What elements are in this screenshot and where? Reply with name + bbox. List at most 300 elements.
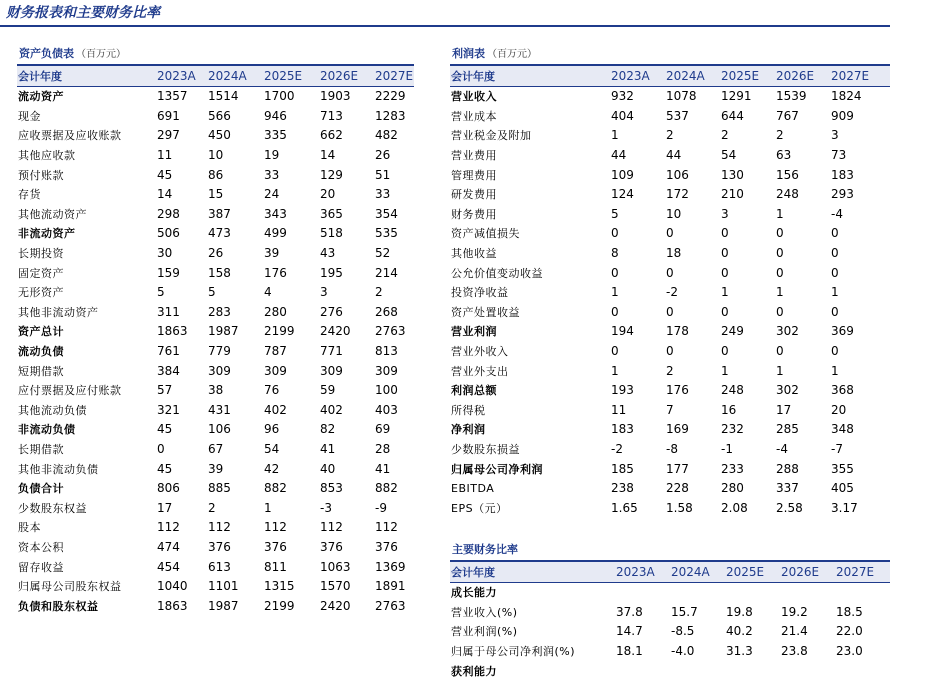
value-cell: 233: [721, 461, 744, 476]
value-cell: 280: [721, 481, 744, 496]
column-header-year: 2023A: [616, 561, 671, 583]
value-cell: 402: [264, 402, 287, 417]
table-row: [17, 596, 414, 616]
table-row: [17, 420, 414, 440]
value-cell: 297: [157, 128, 180, 143]
value-cell: 31.3: [726, 644, 753, 659]
value-cell: 1700: [264, 89, 295, 104]
value-cell: 0: [721, 304, 729, 319]
value-cell: 0: [611, 265, 619, 280]
value-cell: 787: [264, 344, 287, 359]
value-cell: -9: [375, 500, 387, 515]
table-row: [17, 459, 414, 479]
value-cell: 761: [157, 344, 180, 359]
value-cell: 779: [208, 344, 231, 359]
value-cell: 45: [157, 422, 173, 437]
table-header-row: [17, 65, 414, 87]
table-row: [17, 538, 414, 558]
value-cell: 813: [375, 344, 398, 359]
value-cell: 228: [666, 481, 689, 496]
value-cell: 2: [208, 500, 216, 515]
table-row: [17, 342, 414, 362]
value-cell: 41: [320, 441, 336, 456]
value-cell: 2.58: [776, 500, 803, 515]
income-statement-title-text: 利润表: [452, 47, 485, 60]
table-row: [450, 661, 890, 681]
table-row: [450, 283, 890, 303]
value-cell: 1987: [208, 324, 239, 339]
row-label: 利润总额: [451, 384, 497, 398]
table-row: [450, 303, 890, 323]
table-row: [450, 642, 890, 662]
value-cell: 15: [208, 187, 224, 202]
value-cell: 0: [721, 226, 729, 241]
table-row: [450, 205, 890, 225]
value-cell: 404: [611, 108, 634, 123]
table-row: [450, 244, 890, 264]
row-label: 营业成本: [451, 109, 497, 123]
row-label: EBITDA: [451, 482, 495, 496]
page-title: 财务报表和主要财务比率: [6, 5, 160, 21]
table-row: [17, 479, 414, 499]
value-cell: [671, 583, 726, 603]
value-cell: -7: [831, 441, 843, 456]
value-cell: 0: [776, 265, 784, 280]
value-cell: 214: [375, 265, 398, 280]
value-cell: 0: [831, 265, 839, 280]
value-cell: 1315: [264, 579, 295, 594]
row-label: 非流动资产: [18, 227, 76, 241]
value-cell: 309: [264, 363, 287, 378]
title-divider: [0, 25, 890, 27]
table-row: [17, 440, 414, 460]
row-label: 资产总计: [18, 325, 64, 339]
row-label: 其他流动负债: [18, 403, 87, 417]
value-cell: 1040: [157, 579, 188, 594]
table-row: [450, 322, 890, 342]
income-statement-title: [452, 47, 537, 62]
column-header-label: 会计年度: [450, 561, 616, 583]
value-cell: 52: [375, 246, 391, 261]
table-row: [17, 146, 414, 166]
value-cell: 283: [208, 304, 231, 319]
row-label: 固定资产: [18, 266, 64, 280]
value-cell: -8: [666, 441, 678, 456]
table-row: [17, 381, 414, 401]
value-cell: 96: [264, 422, 280, 437]
value-cell: 194: [611, 324, 634, 339]
value-cell: 69: [375, 422, 391, 437]
column-header-year: 2024A: [208, 65, 264, 87]
value-cell: 26: [375, 148, 391, 163]
value-cell: 193: [611, 383, 634, 398]
value-cell: 0: [666, 344, 674, 359]
value-cell: 5: [157, 285, 165, 300]
value-cell: 1: [611, 285, 619, 300]
value-cell: 20: [320, 187, 336, 202]
row-label: 所得税: [451, 403, 486, 417]
value-cell: 2: [375, 285, 383, 300]
value-cell: [671, 661, 726, 681]
row-label: 资本公积: [18, 540, 64, 554]
value-cell: 566: [208, 108, 231, 123]
value-cell: 54: [264, 441, 280, 456]
value-cell: -1: [721, 441, 733, 456]
value-cell: 0: [776, 344, 784, 359]
value-cell: 354: [375, 206, 398, 221]
value-cell: 932: [611, 89, 634, 104]
column-header-year: 2026E: [781, 561, 836, 583]
table-row: [450, 622, 890, 642]
value-cell: 1357: [157, 89, 188, 104]
row-label: 存货: [18, 188, 41, 202]
value-cell: 285: [776, 422, 799, 437]
table-row: [17, 557, 414, 577]
table-row: [450, 401, 890, 421]
row-label: 营业外支出: [451, 364, 509, 378]
value-cell: 1283: [375, 108, 406, 123]
value-cell: [781, 661, 836, 681]
table-row: [17, 165, 414, 185]
value-cell: 1369: [375, 559, 406, 574]
value-cell: 0: [776, 226, 784, 241]
value-cell: 2: [666, 363, 674, 378]
table-row: [450, 263, 890, 283]
value-cell: 0: [666, 265, 674, 280]
row-label: 净利润: [451, 423, 486, 437]
value-cell: 518: [320, 226, 343, 241]
value-cell: 0: [721, 265, 729, 280]
value-cell: [836, 661, 890, 681]
table-row: [450, 185, 890, 205]
table-row: [17, 126, 414, 146]
value-cell: 3.17: [831, 500, 858, 515]
value-cell: 5: [208, 285, 216, 300]
row-label: EPS（元）: [451, 501, 508, 515]
row-label: 股本: [18, 521, 41, 535]
column-header-year: 2024A: [671, 561, 726, 583]
value-cell: 2763: [375, 324, 406, 339]
value-cell: 8: [611, 246, 619, 261]
value-cell: 76: [264, 383, 280, 398]
value-cell: 280: [264, 304, 287, 319]
value-cell: 59: [320, 383, 336, 398]
value-cell: 37.8: [616, 604, 643, 619]
column-header-year: 2023A: [611, 65, 666, 87]
value-cell: 2229: [375, 89, 406, 104]
value-cell: 713: [320, 108, 343, 123]
row-label: 长期借款: [18, 442, 64, 456]
table-row: [450, 165, 890, 185]
column-header-year: 2025E: [726, 561, 781, 583]
value-cell: 40.2: [726, 624, 753, 639]
value-cell: 1987: [208, 598, 239, 613]
table-row: [450, 440, 890, 460]
value-cell: 298: [157, 206, 180, 221]
value-cell: 302: [776, 324, 799, 339]
row-label: 管理费用: [451, 168, 497, 182]
value-cell: 156: [776, 167, 799, 182]
value-cell: 63: [776, 148, 792, 163]
value-cell: 1: [776, 285, 784, 300]
value-cell: 45: [157, 461, 173, 476]
value-cell: 946: [264, 108, 287, 123]
value-cell: 506: [157, 226, 180, 241]
value-cell: 18.1: [616, 644, 643, 659]
value-cell: 57: [157, 383, 173, 398]
value-cell: 20: [831, 402, 847, 417]
value-cell: 33: [375, 187, 391, 202]
row-label: 流动资产: [18, 90, 64, 104]
value-cell: -2: [666, 285, 678, 300]
value-cell: [726, 583, 781, 603]
value-cell: [781, 583, 836, 603]
table-row: [450, 146, 890, 166]
value-cell: 0: [666, 226, 674, 241]
value-cell: 882: [375, 481, 398, 496]
balance-sheet-title: [19, 47, 126, 62]
table-row: [17, 244, 414, 264]
row-label: 营业收入: [451, 90, 497, 104]
value-cell: 321: [157, 402, 180, 417]
row-label: 财务费用: [451, 207, 497, 221]
value-cell: 23.0: [836, 644, 863, 659]
row-label: 研发费用: [451, 188, 497, 202]
table-row: [17, 322, 414, 342]
column-header-year: 2026E: [776, 65, 831, 87]
column-header-year: 2027E: [375, 65, 414, 87]
value-cell: 1863: [157, 324, 188, 339]
table-row: [17, 498, 414, 518]
value-cell: 1291: [721, 89, 752, 104]
value-cell: 369: [831, 324, 854, 339]
value-cell: 30: [157, 246, 173, 261]
value-cell: 39: [264, 246, 280, 261]
value-cell: 482: [375, 128, 398, 143]
value-cell: 18: [666, 246, 682, 261]
table-row: [450, 224, 890, 244]
value-cell: 1078: [666, 89, 697, 104]
value-cell: 1570: [320, 579, 351, 594]
value-cell: 450: [208, 128, 231, 143]
row-label: 营业税金及附加: [451, 129, 532, 143]
table-row: [17, 224, 414, 244]
column-header-year: 2023A: [157, 65, 208, 87]
value-cell: 106: [208, 422, 231, 437]
value-cell: 0: [721, 246, 729, 261]
value-cell: 1.58: [666, 500, 693, 515]
value-cell: 309: [320, 363, 343, 378]
value-cell: 2: [666, 128, 674, 143]
value-cell: -2: [611, 441, 623, 456]
value-cell: 39: [208, 461, 224, 476]
column-header-year: 2027E: [831, 65, 890, 87]
value-cell: 42: [264, 461, 280, 476]
value-cell: 454: [157, 559, 180, 574]
value-cell: 67: [208, 441, 224, 456]
value-cell: 268: [375, 304, 398, 319]
value-cell: 124: [611, 187, 634, 202]
value-cell: 1: [264, 500, 272, 515]
table-row: [450, 479, 890, 499]
value-cell: 474: [157, 539, 180, 554]
value-cell: 19.2: [781, 604, 808, 619]
table-header-row: [450, 65, 890, 87]
value-cell: 355: [831, 461, 854, 476]
value-cell: 112: [320, 520, 343, 535]
value-cell: 1: [611, 363, 619, 378]
balance-sheet-table: [17, 64, 414, 616]
value-cell: 2420: [320, 324, 351, 339]
value-cell: 41: [375, 461, 391, 476]
value-cell: -4: [776, 441, 788, 456]
value-cell: 309: [375, 363, 398, 378]
row-label: 无形资产: [18, 286, 64, 300]
value-cell: 311: [157, 304, 180, 319]
income-statement-unit: （百万元）: [487, 49, 537, 60]
row-label: 现金: [18, 109, 41, 123]
value-cell: 45: [157, 167, 173, 182]
value-cell: 0: [721, 344, 729, 359]
value-cell: 288: [776, 461, 799, 476]
value-cell: 0: [776, 304, 784, 319]
row-label: 营业利润(%): [451, 625, 518, 639]
table-row: [17, 303, 414, 323]
value-cell: 376: [320, 539, 343, 554]
value-cell: 348: [831, 422, 854, 437]
value-cell: 1903: [320, 89, 351, 104]
value-cell: 100: [375, 383, 398, 398]
value-cell: 185: [611, 461, 634, 476]
value-cell: 0: [776, 246, 784, 261]
value-cell: 387: [208, 206, 231, 221]
value-cell: 54: [721, 148, 737, 163]
value-cell: 16: [721, 402, 737, 417]
column-header-year: 2027E: [836, 561, 890, 583]
value-cell: 1: [721, 285, 729, 300]
value-cell: 44: [666, 148, 682, 163]
value-cell: 882: [264, 481, 287, 496]
value-cell: 343: [264, 206, 287, 221]
value-cell: 112: [157, 520, 180, 535]
value-cell: 10: [666, 206, 682, 221]
key-ratios-title-text: 主要财务比率: [452, 543, 518, 556]
value-cell: 26: [208, 246, 224, 261]
value-cell: [616, 661, 671, 681]
value-cell: 337: [776, 481, 799, 496]
value-cell: 3: [831, 128, 839, 143]
value-cell: 431: [208, 402, 231, 417]
value-cell: 1: [776, 363, 784, 378]
value-cell: 73: [831, 148, 847, 163]
row-label: 获利能力: [451, 664, 497, 678]
row-label: 长期投资: [18, 247, 64, 261]
value-cell: 17: [776, 402, 792, 417]
table-row: [17, 185, 414, 205]
row-label: 短期借款: [18, 364, 64, 378]
value-cell: 1101: [208, 579, 239, 594]
value-cell: 33: [264, 167, 280, 182]
value-cell: 14: [320, 148, 336, 163]
row-label: 资产减值损失: [451, 227, 520, 241]
value-cell: 177: [666, 461, 689, 476]
value-cell: [616, 583, 671, 603]
value-cell: 249: [721, 324, 744, 339]
column-header-label: 会计年度: [17, 65, 157, 87]
row-label: 成长能力: [451, 586, 497, 600]
value-cell: 376: [264, 539, 287, 554]
value-cell: -4.0: [671, 644, 695, 659]
row-label: 留存收益: [18, 560, 64, 574]
row-label: 应收票据及应收账款: [18, 129, 122, 143]
row-label: 资产处置收益: [451, 305, 520, 319]
value-cell: 811: [264, 559, 287, 574]
value-cell: 11: [611, 402, 627, 417]
row-label: 其他流动资产: [18, 207, 87, 221]
value-cell: 130: [721, 167, 744, 182]
value-cell: 644: [721, 108, 744, 123]
column-header-year: 2025E: [264, 65, 320, 87]
table-row: [450, 603, 890, 623]
value-cell: 106: [666, 167, 689, 182]
value-cell: 2199: [264, 324, 295, 339]
value-cell: 0: [831, 226, 839, 241]
value-cell: 238: [611, 481, 634, 496]
table-row: [17, 283, 414, 303]
value-cell: -4: [831, 206, 843, 221]
row-label: 营业费用: [451, 149, 497, 163]
income-statement-table: [450, 64, 890, 518]
value-cell: 1863: [157, 598, 188, 613]
row-label: 少数股东损益: [451, 442, 520, 456]
value-cell: 3: [320, 285, 328, 300]
value-cell: 1891: [375, 579, 406, 594]
table-header-row: [450, 561, 890, 583]
value-cell: 3: [721, 206, 729, 221]
row-label: 营业收入(%): [451, 605, 518, 619]
value-cell: 1539: [776, 89, 807, 104]
value-cell: 86: [208, 167, 224, 182]
table-row: [450, 498, 890, 518]
value-cell: 183: [611, 422, 634, 437]
value-cell: 1: [721, 363, 729, 378]
balance-sheet-unit: （百万元）: [76, 49, 126, 60]
row-label: 预付账款: [18, 168, 64, 182]
value-cell: 1: [611, 128, 619, 143]
value-cell: 403: [375, 402, 398, 417]
value-cell: 771: [320, 344, 343, 359]
value-cell: 0: [666, 304, 674, 319]
value-cell: 499: [264, 226, 287, 241]
value-cell: 44: [611, 148, 627, 163]
value-cell: 535: [375, 226, 398, 241]
key-ratios-table: [450, 560, 890, 681]
value-cell: 129: [320, 167, 343, 182]
value-cell: 1514: [208, 89, 239, 104]
value-cell: 178: [666, 324, 689, 339]
value-cell: 158: [208, 265, 231, 280]
value-cell: 40: [320, 461, 336, 476]
value-cell: 0: [611, 304, 619, 319]
value-cell: 172: [666, 187, 689, 202]
row-label: 公允价值变动收益: [451, 266, 543, 280]
value-cell: 0: [611, 344, 619, 359]
value-cell: 368: [831, 383, 854, 398]
value-cell: 909: [831, 108, 854, 123]
row-label: 营业利润: [451, 325, 497, 339]
row-label: 应付票据及应付账款: [18, 384, 122, 398]
balance-sheet-title-text: 资产负债表: [19, 47, 74, 60]
